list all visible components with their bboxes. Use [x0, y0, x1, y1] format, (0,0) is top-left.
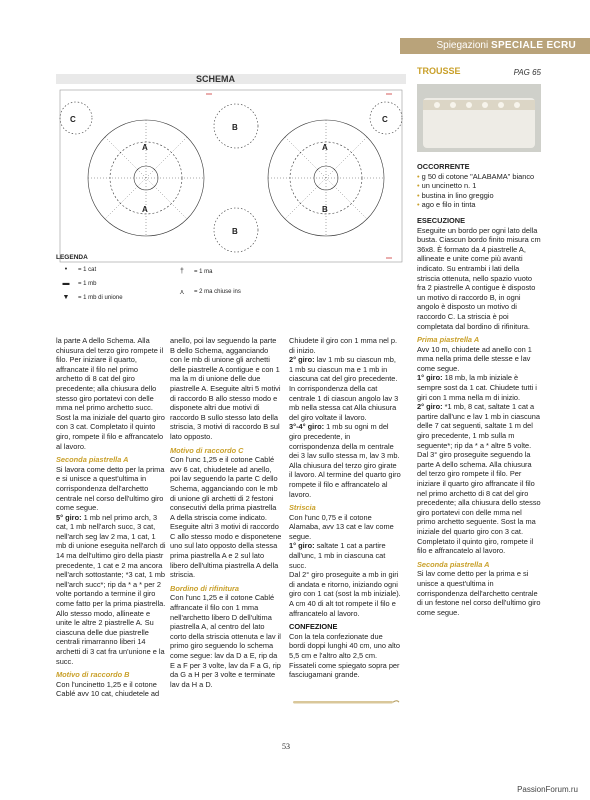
seconda-text: Si lav come detto per la prima e si unisce a quest'ultima in corrispondenza dell'archetto centrale di un festone nel corso dell'ultimo giro come segue. — [417, 569, 541, 617]
dot-icon: • — [64, 266, 68, 273]
giro-1: 1° giro: 18 mb, la mb iniziale è sempre sost da 1 cat. Chiudete tutti i giri con 1 mma nella m di inizio. — [417, 373, 537, 402]
legend-item — [176, 288, 241, 296]
legend-label: = 1 mb di unione — [78, 294, 123, 301]
material-item: • ago e filo in tinta — [417, 200, 476, 210]
crochet-hook-image — [289, 697, 401, 707]
legend-item — [60, 280, 97, 287]
legend-label: = 1 mb — [78, 280, 97, 287]
schema-diagram — [56, 88, 406, 268]
section-heading: Striscia — [289, 503, 316, 513]
text-column-3 — [289, 336, 401, 680]
pouch-illustration — [417, 84, 541, 152]
schema-label-b-2: B — [232, 227, 238, 236]
motif-c-left — [60, 102, 92, 134]
giro-3: Dal 3° giro proseguite seguendo la parte A dello schema. Alla chiusura del terzo giro rompete il filo. Per iniziare il quarto giro affrancate il filo nel primo archetto di 8 cat del giro precedente; alla chiusura dello stesso giro portatevi con delle mma nel primo archetto seguente. Sost la ma iniziale del quarto giro con 3 cat. Completato il quinto giro, rompete il filo e affrancatelo al lavoro. — [417, 450, 541, 556]
body-paragraph: Con l'unc 0,75 e il cotone Alamaba, avv 13 cat e lav come segue. — [289, 512, 394, 541]
dagger-icon: † — [180, 268, 184, 275]
round-paragraph: 1° giro: saltate 1 cat a partire dall'unc, 1 mb in ciascuna cat succ. — [289, 541, 386, 570]
seconda-heading: Seconda piastrella A — [417, 559, 490, 569]
schema-label-c-2: C — [382, 115, 388, 124]
legend-item — [60, 266, 96, 273]
body-paragraph: Dal 2° giro proseguite a mb in giri di andata e ritorno, iniziando ogni giro con 1 cat (sost la mb iniziale). A cm 40 di alt tot rompete il filo e affrancatelo al lavoro. — [289, 570, 401, 618]
round-paragraph: 2° giro: lav 1 mb su ciascun mb, 1 mb su ciascun ma e 1 mb in ciascuna cat del giro precedente. In corrispondenza della cat centrale 1 di ciascun angolo lav 3 mb nella stessa cat Alla chiusura del giro voltate il lavoro. — [289, 355, 399, 422]
legend-item — [176, 268, 213, 275]
legend-label: = 1 cat — [78, 266, 97, 273]
body-paragraph: Con l'unc 1,25 e il cotone Cablé affrancate il filo con 1 mma nell'archetto libero D dell'ultima piastrella A, al centro del lato corto della striscia ottenuta e lav il primo giro seguendo lo schema come segue: lav da D a E, rip da E a F per 3 volte, lav da F a G, rip da G a H per 3 volte e terminate lav da H a D. — [170, 593, 281, 689]
section-heading: Motivo di raccordo B — [56, 670, 130, 680]
material-item: • bustina in lino greggio — [417, 190, 494, 200]
schema-label-b-1: B — [232, 123, 238, 132]
material-item: • un uncinetto n. 1 — [417, 181, 477, 191]
page-number: 53 — [282, 742, 290, 751]
body-paragraph: Si lavora come detto per la prima e si unisce a quest'ultima in corrispondenza dell'archetto centrale nel corso dell'ultimo giro come segue. — [56, 464, 165, 513]
watermark: PassionForum.ru — [517, 785, 578, 794]
body-paragraph: la parte A dello Schema. Alla chiusura del terzo giro rompete il filo. Per iniziare il quarto, affrancate il filo nel primo archetto di 8 cat del giro precedente; alla chiusura dello stesso giro portatevi con delle mma nel primo archetto succ. Sost la ma iniziale del quarto giro con 3 cat. Completato il quinto giro, rompete il filo e affrancatelo al lavoro. — [56, 336, 165, 451]
schema-label-b-3: B — [322, 205, 328, 214]
legend-label: = 2 ma chiuse ins — [194, 289, 241, 295]
section-heading: CONFEZIONE — [289, 622, 338, 632]
round-paragraph: 5° giro: 1 mb nel primo arch, 3 cat, 1 mb nell'arch succ, 3 cat, nell'arch seg lav 2 ma, 1 cat, 1 mb di unione eseguita nell'arch di 14 ma dell'ultimo giro della piastr precedente, 1 cat e 2 ma ancora nell'arch sottostante; *3 cat, 1 mb nell'arch succ*; rip da * a * per 2 volte portando a termine il giro come fatto per la prima piastrella. — [56, 512, 166, 609]
cluster-icon: ⋏ — [179, 289, 185, 296]
body-paragraph: Con la tela confezionate due bordi doppi lunghi 40 cm, uno alto 5,5 cm e l'altro alto 2,5 cm. Fissateli come spiegato sopra per fasciugamani grande. — [289, 631, 400, 680]
schema-frame — [60, 90, 402, 262]
section-strip — [400, 38, 590, 54]
trousse-title: TROUSSE — [417, 66, 461, 76]
body-paragraph: anello, poi lav seguendo la parte B dello Schema, agganciando con le mb di unione gli archetti delle piastrelle A contigue e con 1 ma la m di unione delle due piastrelle A. Eseguite altri 5 motivi di raccordo B allo stesso modo e disponete altri due motivi di raccordo B sullo stesso lato della striscia, 3 motivi di raccordo B sul lato opposto. — [170, 336, 281, 441]
section-heading: Motivo di raccordo C — [170, 445, 244, 455]
schema-label-c-1: C — [70, 115, 76, 124]
trousse-panel — [417, 66, 541, 617]
material-item: • g 50 di cotone "ALABAMA" bianco — [417, 171, 535, 181]
schema-label-a-2: A — [322, 143, 328, 152]
occorrente-heading: OCCORRENTE — [417, 162, 470, 171]
legend-title: LEGENDA — [56, 254, 88, 261]
section-heading — [436, 40, 576, 51]
legend — [56, 254, 296, 310]
triangle-down-icon: ▼ — [62, 294, 70, 301]
section-title: SPECIALE ECRU — [490, 40, 576, 51]
esecuzione-heading: ESECUZIONE — [417, 215, 466, 225]
page-header — [0, 0, 590, 54]
body-paragraph: Con l'unc 1,25 e il cotone Cablé avv 6 cat, chiudetele ad anello, poi lav seguendo la parte C dello Schema, agganciando con le mb di unione gli archetti di 2 festoni consecutivi della prima piastrella A della striscia come indicato. — [170, 455, 278, 522]
bar-icon: ▬ — [62, 280, 70, 287]
giro-2: 2° giro: *1 mb, 8 cat, saltate 1 cat a partire dall'unc e lav 1 mb in ciascuna delle 7 cat seguenti, saltate 1 m del giro precedente, 1 mb sulla m seguente*; rip da * a * altre 5 volte. — [417, 402, 541, 450]
body-paragraph: Eseguite altri 3 motivi di raccordo C allo stesso modo e disponetene uno sul lato opposto della stessa prima piastrella A e 2 sul lato libero dell'ultima piastrella A della striscia. — [170, 522, 282, 580]
prima-text: Avv 10 m, chiudete ad anello con 1 mma nella prima delle stesse e lav come segue. — [417, 344, 532, 373]
body-paragraph: Con l'uncinetto 1,25 e il cotone Cablé avv 10 cat, chiudetele ad — [56, 679, 160, 699]
schema-title: SCHEMA — [196, 74, 236, 84]
body-paragraph: Allo stesso modo, allineate e unite le altre 2 piastrelle A. Su ciascuna delle due piastrelle centrali rimarranno liberi 14 archetti di 3 cat fra un'unione e la succ. — [56, 608, 165, 666]
text-column-1 — [56, 336, 166, 699]
text-column-2 — [170, 336, 282, 689]
prima-heading: Prima piastrella A — [417, 335, 480, 345]
round-paragraph: 3°-4° giro: 1 mb su ogni m del giro precedente, in corrispondenza della m centrale dei 3 lav sullo stessa m, lav 3 mb. Alla chiusura del terzo giro girate il lavoro. Al termine del quarto giro rompete il filo e affrancatelo al lavoro. — [289, 422, 401, 499]
trousse-photo — [417, 84, 541, 152]
materials-section — [417, 162, 541, 617]
section-heading: Seconda piastrella A — [56, 455, 129, 465]
legend-item — [60, 294, 123, 301]
section-heading: Bordino di rifinitura — [170, 583, 239, 593]
esecuzione-text: Eseguite un bordo per ogni lato della busta. Ciascun bordo finito misura cm 36x8. È formato da 4 piastrelle A, allineate e unite come più avanti indicato. Su entrambi i lati della striscia ottenuta, nello spazio vuoto fra 2 piastrelle A contigue è disposto un motivo di raccordo B, in ogni angolo è disposto un motivo di raccordo C. La striscia è poi completata dal bordino di rifinitura. — [417, 225, 541, 331]
schema-label-a-3: A — [142, 205, 148, 214]
legend-label: = 1 ma — [194, 268, 213, 275]
body-paragraph: Chiudete il giro con 1 mma nel p. di inizio. — [289, 336, 398, 355]
schema-label-a-1: A — [142, 143, 148, 152]
page-reference: PAG 65 — [513, 68, 541, 77]
section-name: Spiegazioni — [436, 40, 489, 51]
